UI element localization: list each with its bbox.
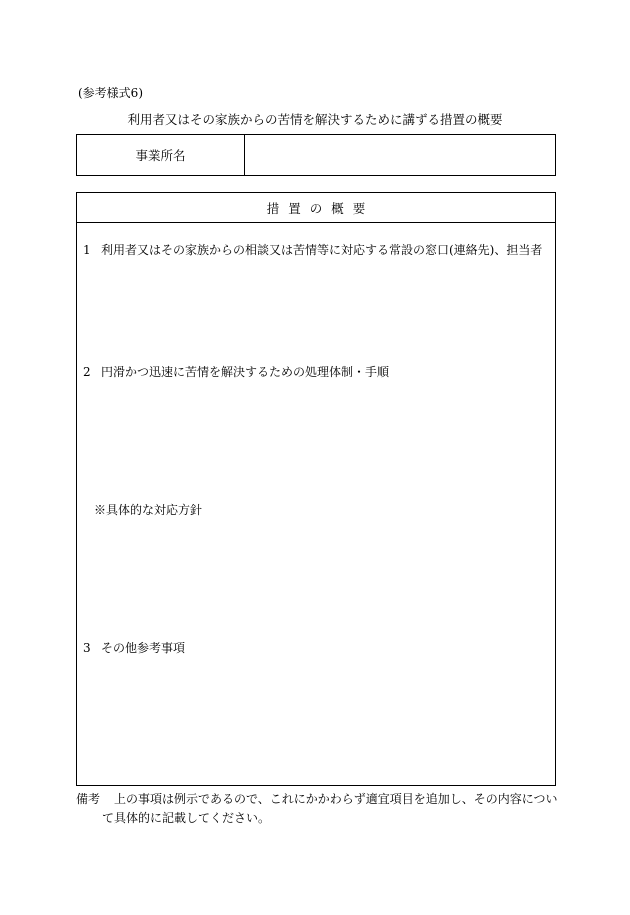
measure-item-number: 3: [83, 641, 91, 655]
remarks: [76, 790, 560, 828]
office-name-label: 事業所名: [77, 135, 245, 175]
measure-item-1: [83, 241, 542, 258]
measure-item-number: 2: [83, 365, 91, 379]
measures-table: [76, 192, 556, 786]
remarks-text-1: 上の事項は例示であるので、これにかかわらず適宜項目を追加し、その内容につい: [114, 792, 558, 806]
office-name-table: [76, 134, 556, 176]
measure-item-2: [83, 363, 389, 380]
specific-policy-note: ※具体的な対応方針: [94, 503, 203, 517]
remarks-label: 備考: [76, 792, 101, 806]
measure-item-text: その他参考事項: [101, 641, 186, 655]
measure-item-text: 円滑かつ迅速に苦情を解決するための処理体制・手順: [101, 365, 390, 379]
document-title: 利用者又はその家族からの苦情を解決するために講ずる措置の概要: [127, 112, 503, 127]
measure-item-text: 利用者又はその家族からの相談又は苦情等に対応する常設の窓口(連絡先)、担当者: [101, 243, 543, 257]
measure-item-number: 1: [83, 243, 91, 257]
office-name-field[interactable]: [245, 135, 555, 175]
measures-header: 措置の概要: [77, 193, 555, 223]
form-reference: (参考様式6): [78, 86, 143, 100]
measure-item-3: [83, 639, 185, 656]
remarks-text-2: て具体的に記載してください。: [102, 811, 271, 825]
remarks-line-1: [76, 790, 560, 809]
